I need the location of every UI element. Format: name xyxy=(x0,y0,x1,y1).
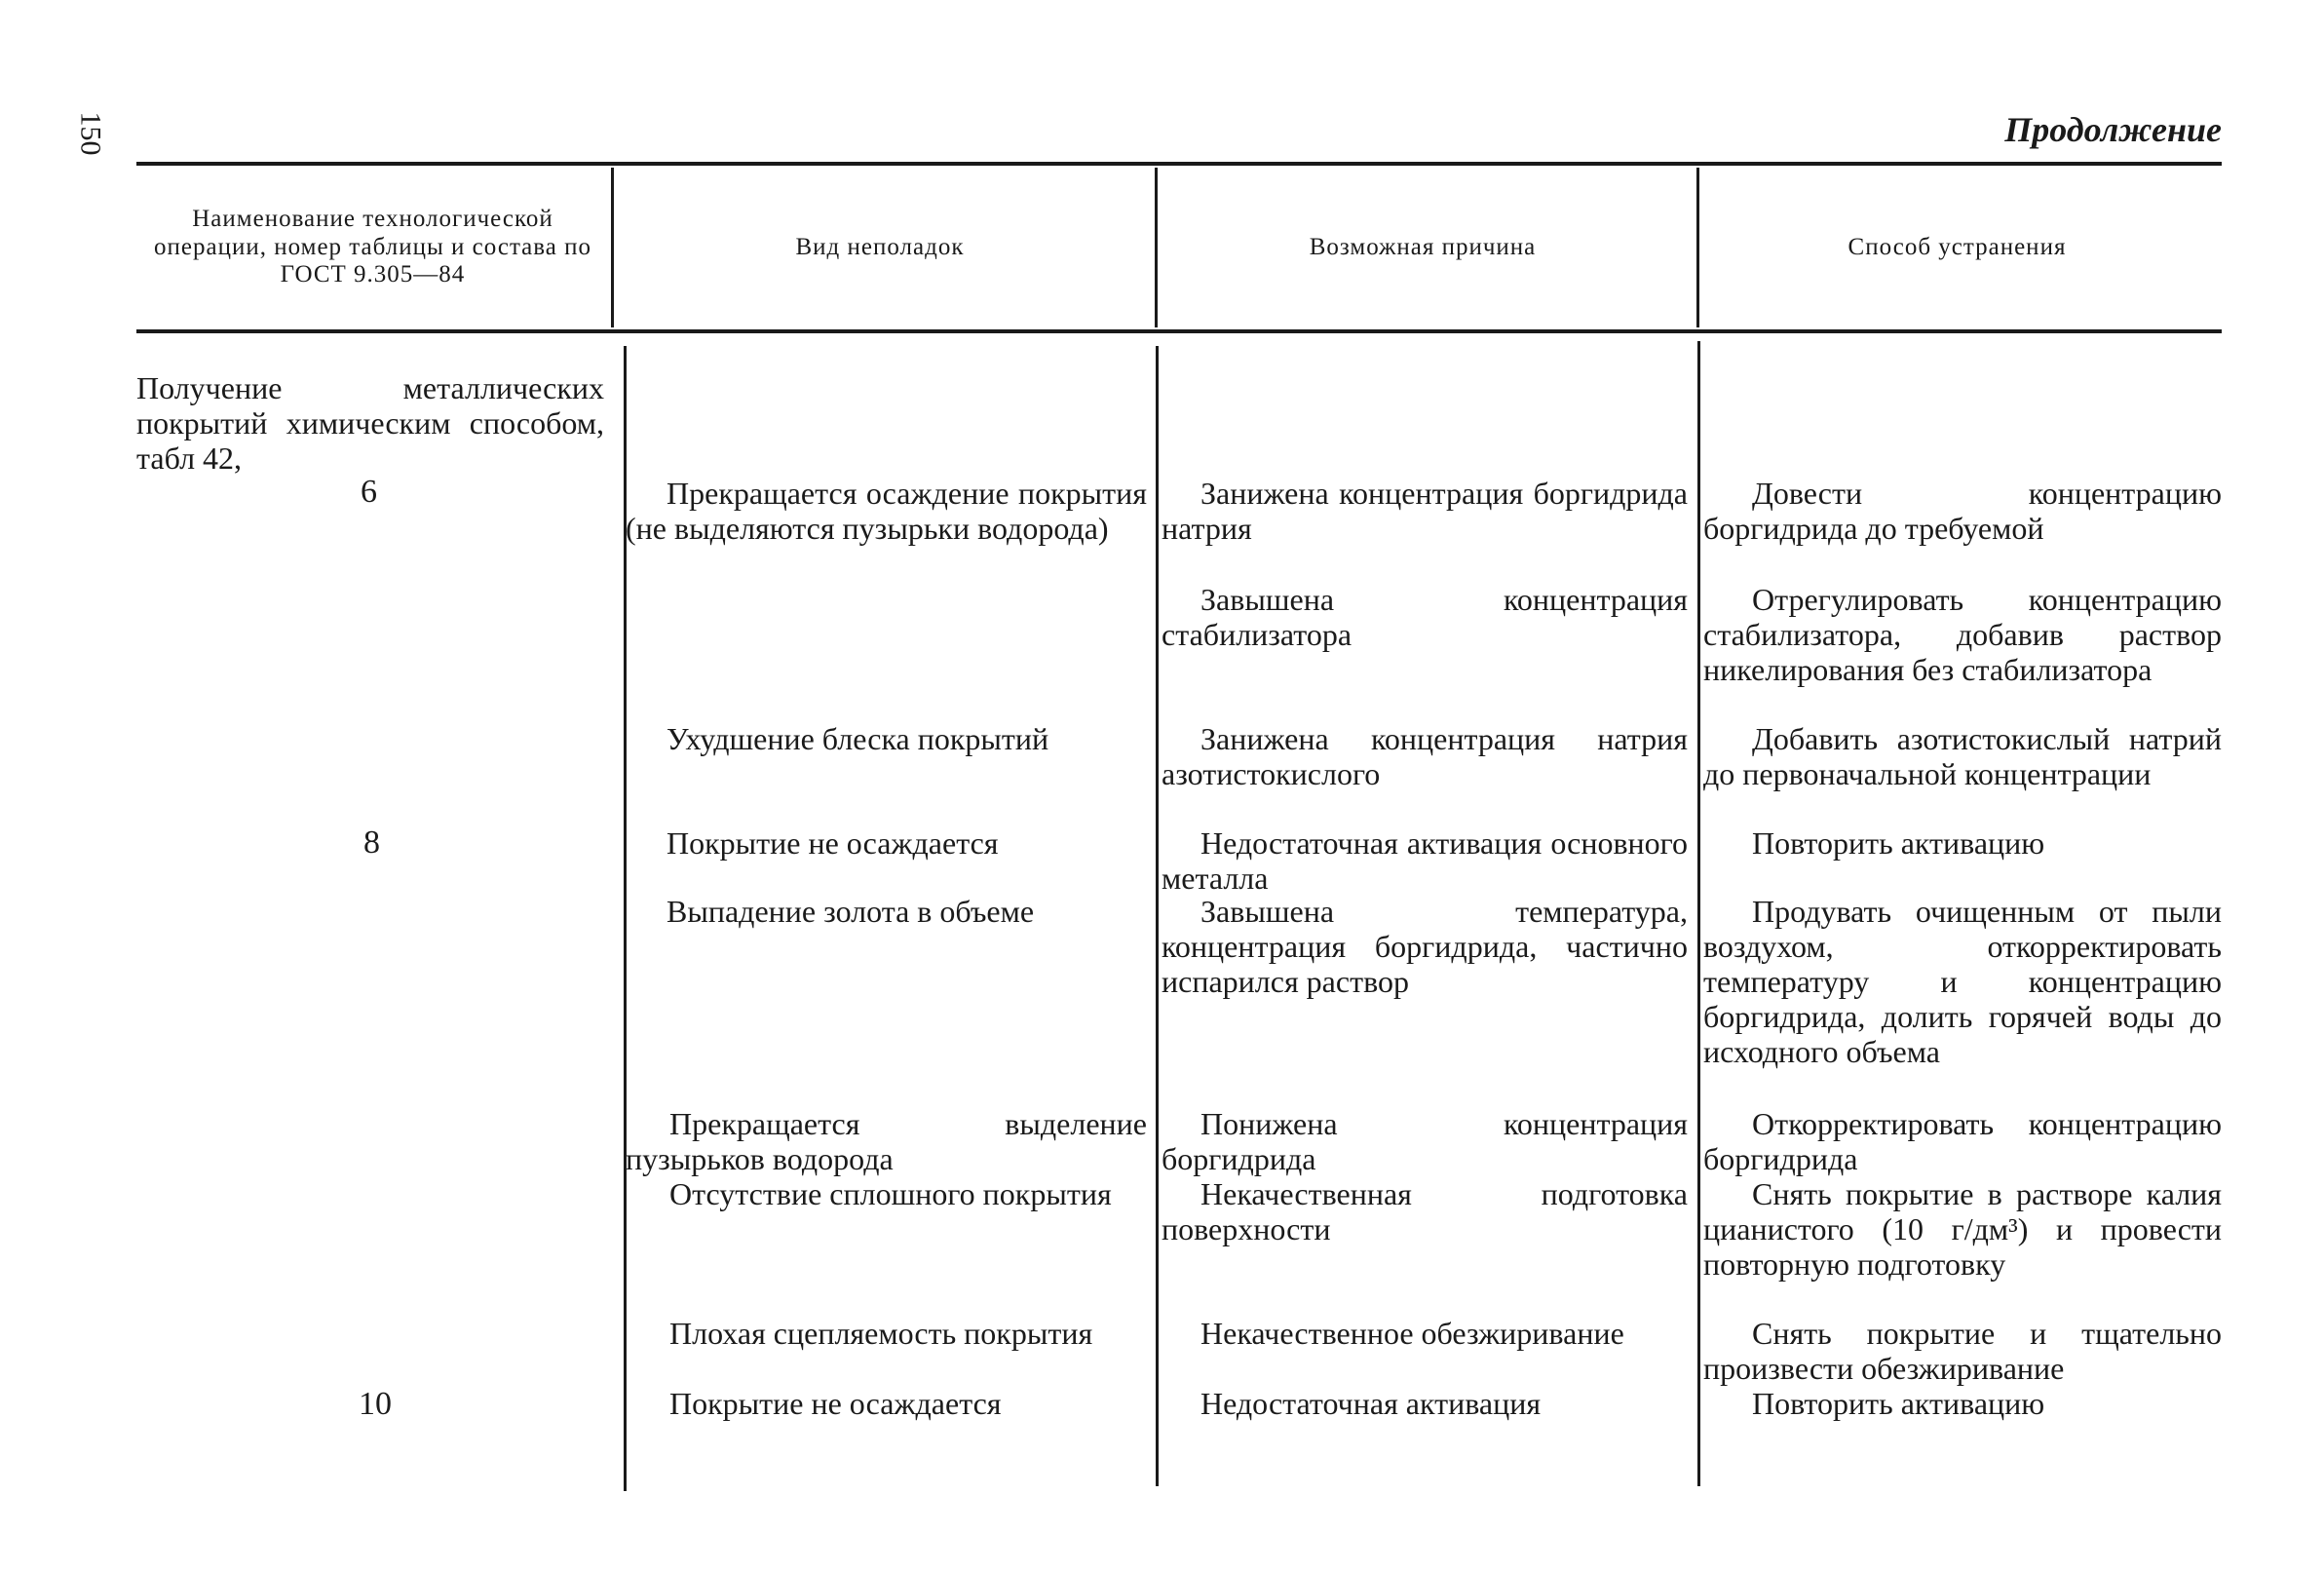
defect-cell: Прекращается выделение пузырьков водорода xyxy=(626,1106,1147,1176)
operation-name: Получение металлических покрытий химическим способом, табл 42, xyxy=(136,370,604,476)
fix-cell: Откорректировать концентрацию боргидрида xyxy=(1703,1106,2222,1176)
defect-cell: Покрытие не осаждается xyxy=(667,825,999,861)
defect-cell: Ухудшение блеска покрытий xyxy=(667,721,1049,756)
defect-cell: Покрытие не осаждается xyxy=(669,1386,1002,1421)
table-header-rule xyxy=(136,329,2222,333)
header-cause: Возможная причина xyxy=(1309,233,1537,260)
body-divider-2 xyxy=(1156,346,1159,1486)
cause-cell: Завышена концентрация стабилизатора xyxy=(1162,582,1688,652)
composition-number: 6 xyxy=(361,474,377,510)
header-defect: Вид неполадок xyxy=(795,233,965,260)
fix-cell: Добавить азотистокислый натрий до первоначальной концентрации xyxy=(1703,721,2222,791)
fix-cell: Снять покрытие и тщательно произвести обезжиривание xyxy=(1703,1316,2222,1386)
fix-cell: Повторить активацию xyxy=(1752,825,2045,861)
defect-cell: Отсутствие сплошного покрытия xyxy=(669,1176,1112,1211)
page-number: 150 xyxy=(74,111,107,156)
cause-cell: Занижена концентрация боргидрида натрия xyxy=(1162,476,1688,546)
cause-cell: Некачественное обезжиривание xyxy=(1200,1316,1624,1351)
defect-cell: Выпадение золота в объеме xyxy=(667,894,1035,929)
cause-cell: Понижена концентрация боргидрида xyxy=(1162,1106,1688,1176)
cause-cell: Завышена температура, концентрация боргидрида, частично испарился раствор xyxy=(1162,894,1688,999)
fix-cell: Снять покрытие в растворе калия цианистого (10 г/дм³) и провести повторную подготовку xyxy=(1703,1176,2222,1282)
composition-number: 10 xyxy=(359,1386,392,1422)
continuation-label: Продолжение xyxy=(2004,110,2222,149)
header-operation: Наименование технологической операции, номер таблицы и состава по ГОСТ 9.305—84 xyxy=(154,205,591,288)
composition-number: 8 xyxy=(363,824,380,861)
cause-cell: Недостаточная активация основного металла xyxy=(1162,825,1688,896)
cause-cell: Занижена концентрация натрия азотистокислого xyxy=(1162,721,1688,791)
cause-cell: Недостаточная активация xyxy=(1200,1386,1542,1421)
header-fix: Способ устранения xyxy=(1848,233,2067,260)
fix-cell: Продувать очищенным от пыли воздухом, откорректировать температуру и концентрацию боргидрида, долить горячей воды до исходного объема xyxy=(1703,894,2222,1069)
defect-cell: Плохая сцепляемость покрытия xyxy=(669,1316,1093,1351)
fix-cell: Довести концентрацию боргидрида до требуемой xyxy=(1703,476,2222,546)
body-divider-3 xyxy=(1697,341,1700,1486)
fix-cell: Повторить активацию xyxy=(1752,1386,2045,1421)
cause-cell: Некачественная подготовка поверхности xyxy=(1162,1176,1688,1246)
table-top-rule xyxy=(136,162,2222,166)
fix-cell: Отрегулировать концентрацию стабилизатора, добавив раствор никелирования без стабилизатора xyxy=(1703,582,2222,687)
defect-cell: Прекращается осаждение покрытия (не выделяются пузырьки водорода) xyxy=(626,476,1147,546)
